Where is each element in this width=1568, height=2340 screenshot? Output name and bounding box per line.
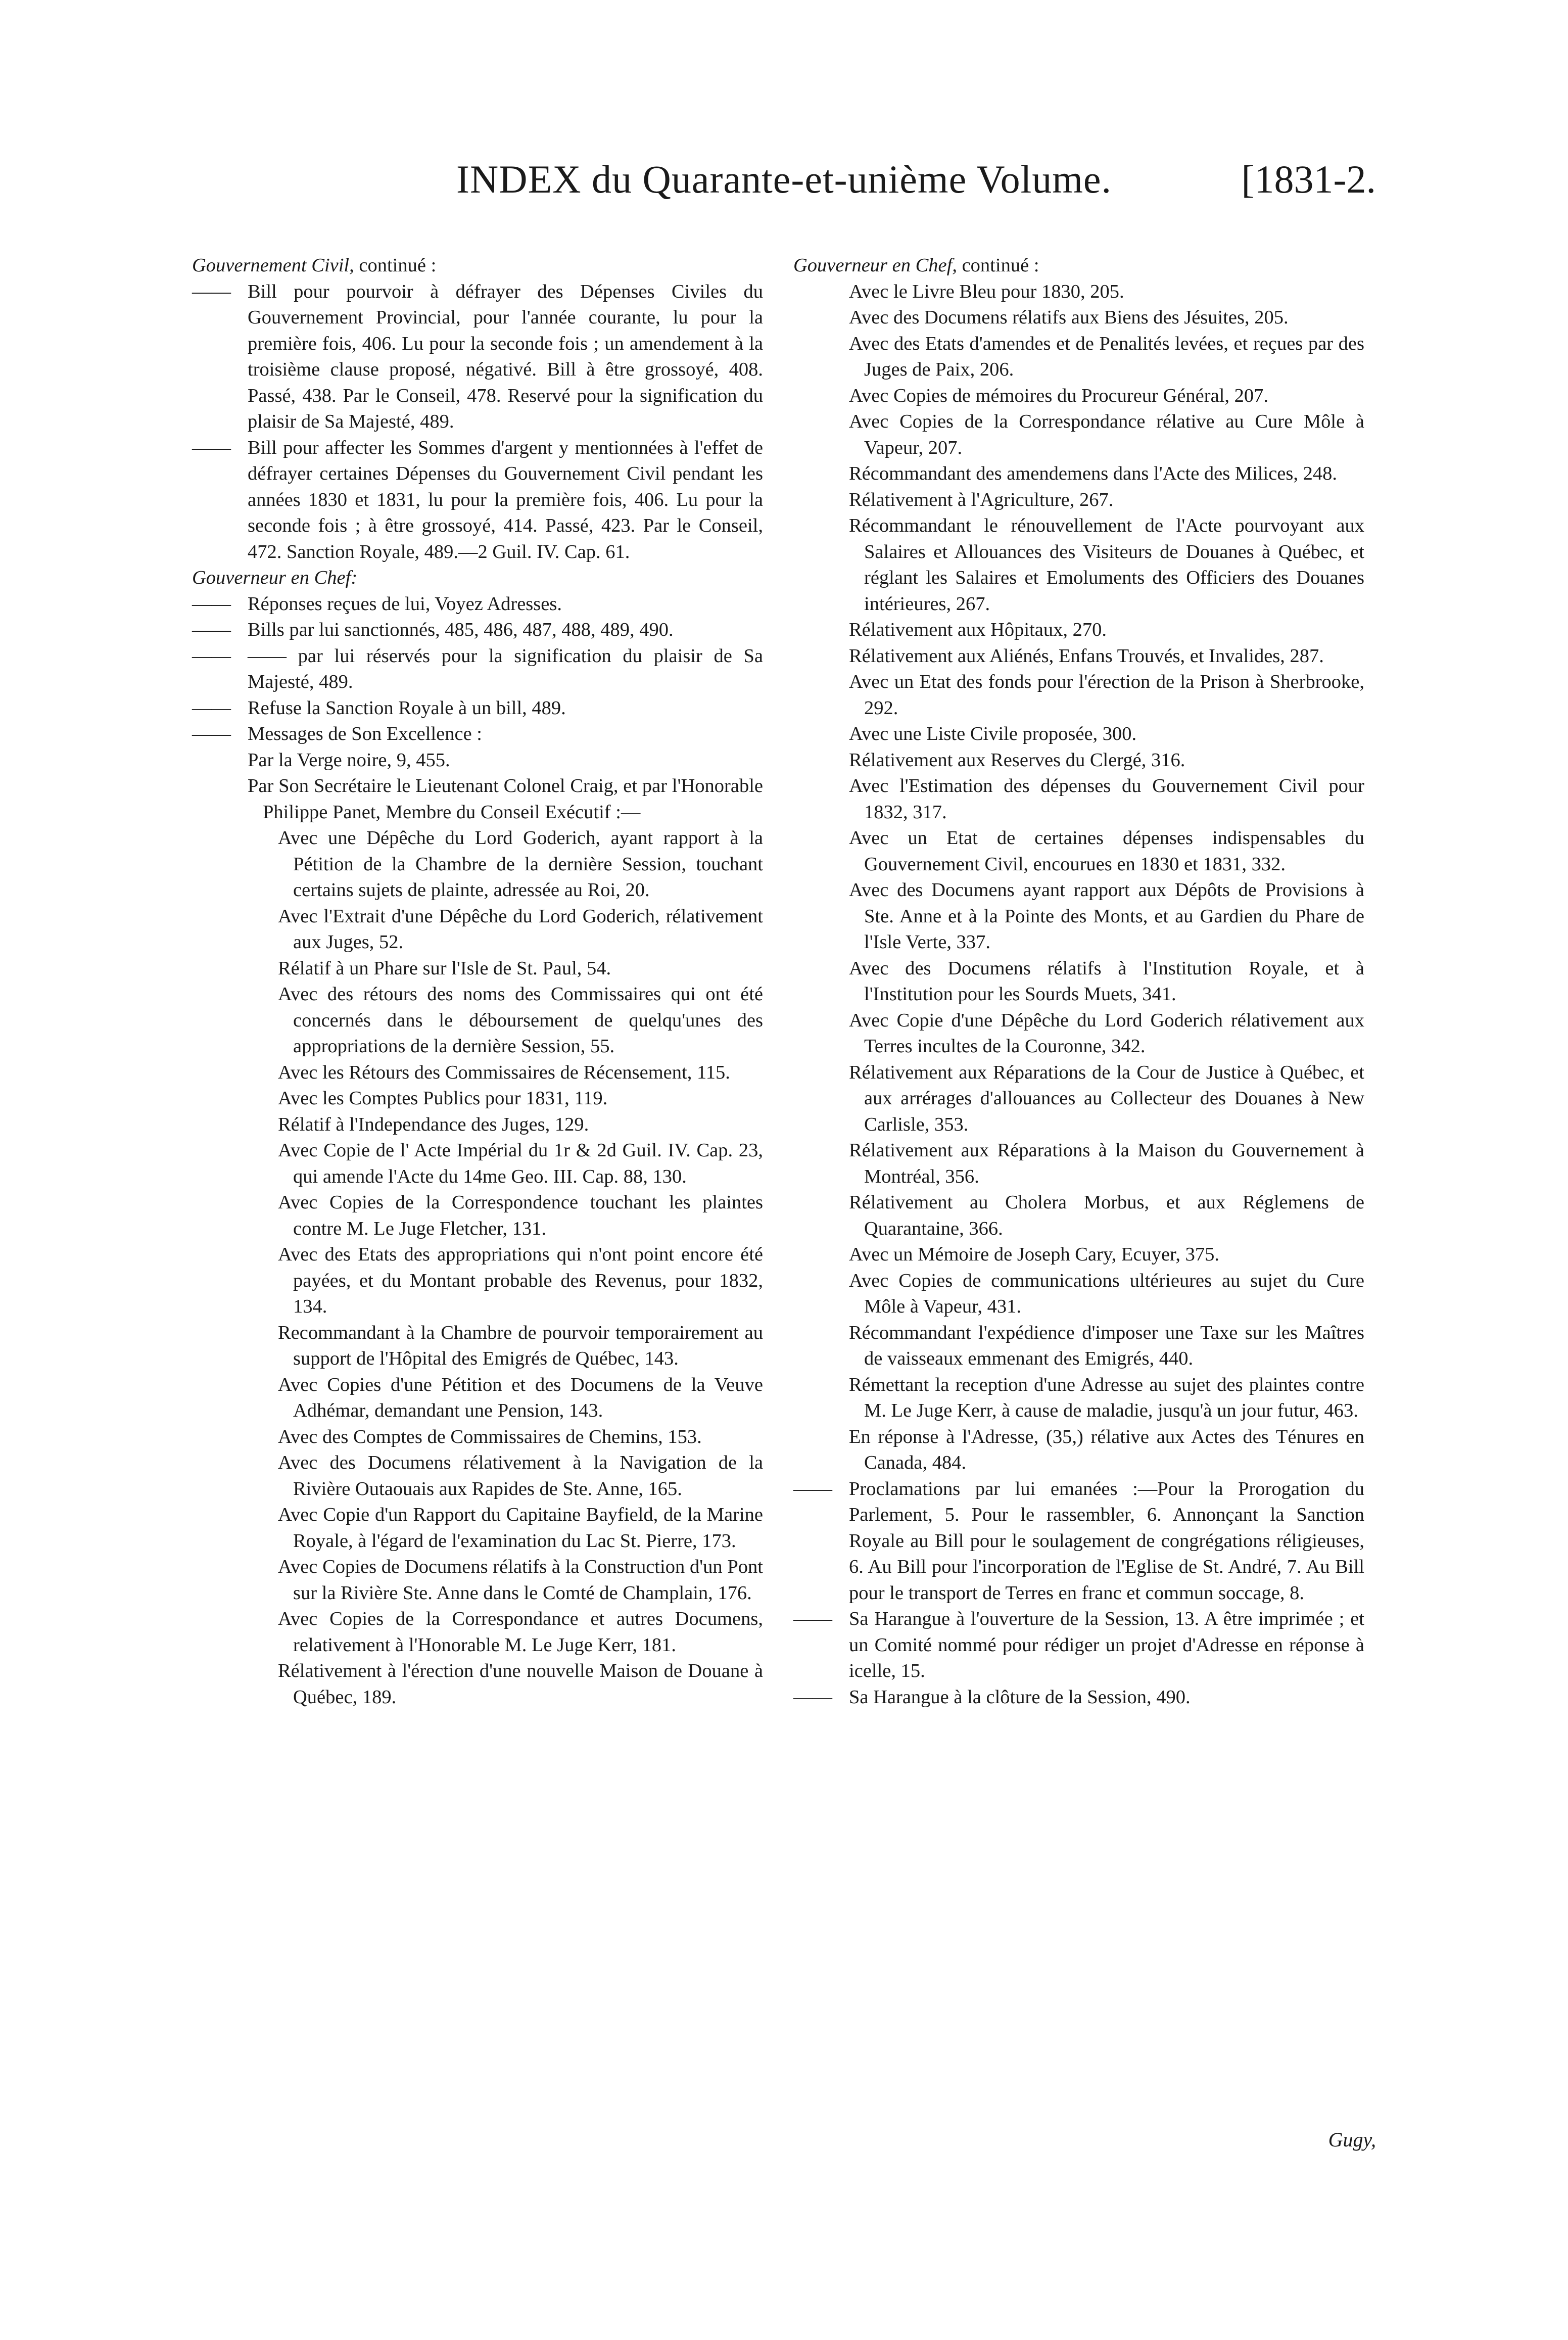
entry-text: Messages de Son Excellence : (248, 723, 482, 744)
left-column (192, 253, 763, 1710)
message-entry: Recommandant à la Chambre de pourvoir temporairement au support de l'Hôpital des Emigrés de Québec, 143. (278, 1322, 763, 1369)
page-title: INDEX du Quarante-et-unième Volume. (456, 157, 1112, 201)
entry-dash: —— (793, 1686, 832, 1708)
index-entry (793, 1606, 1364, 1684)
entry-dash: —— (793, 1478, 832, 1500)
message-entry: Rélatif à l'Independance des Juges, 129. (278, 1113, 589, 1135)
catchword: Gugy, (1328, 2128, 1376, 2151)
message-entry: Rélativement aux Aliénés, Enfans Trouvés, et Invalides, 287. (849, 645, 1324, 667)
heading-label: Gouverneur en Chef, (793, 255, 957, 276)
entry-text: Bill pour affecter les Sommes d'argent y mentionnées à l'effet de défrayer certaines Dépenses du Gouvernement Civil pendant les années 1830 et 1831, lu pour la première fois, 406. Lu pour la seconde fois ; à être grossoyé, 414. Passé, 423. Par le Conseil, 472. Sanction Royale, 489.—2 Guil. IV. Cap. 61. (248, 437, 763, 563)
message-entry: Avec l'Estimation des dépenses du Gouvernement Civil pour 1832, 317. (849, 775, 1364, 823)
message-entry: Avec Copies de la Correspondance rélative au Cure Môle à Vapeur, 207. (849, 411, 1364, 458)
message-entry: Rélativement aux Reserves du Clergé, 316. (849, 749, 1185, 771)
message-entry: Avec les Rétours des Commissaires de Récensement, 115. (278, 1061, 730, 1083)
entry-dash: —— (192, 280, 231, 302)
entry-dash: —— (192, 723, 231, 744)
index-entry (192, 591, 763, 618)
entry-text: Réponses reçues de lui, Voyez Adresses. (248, 593, 562, 615)
section-heading-gouverneur-en-chef (192, 565, 763, 591)
right-column (793, 253, 1364, 1710)
message-entry: Rélativement au Cholera Morbus, et aux Réglemens de Quarantaine, 366. (849, 1192, 1364, 1239)
message-entry: Avec une Liste Civile proposée, 300. (849, 723, 1137, 744)
message-entry: Avec un Mémoire de Joseph Cary, Ecuyer, 375. (849, 1244, 1219, 1265)
message-entry: Rélativement aux Hôpitaux, 270. (849, 619, 1107, 640)
index-entry (192, 617, 763, 643)
entry-dash: —— (192, 697, 231, 719)
message-entry: Avec des Documens rélatifs à l'Institution Royale, et à l'Institution pour les Sourds Muets, 341. (849, 957, 1364, 1005)
entry-text: Sa Harangue à la clôture de la Session, 490. (849, 1686, 1191, 1708)
entry-dash: —— (192, 437, 231, 458)
message-entry: Rélativement aux Réparations à la Maison du Gouvernement à Montréal, 356. (849, 1140, 1364, 1187)
message-entry: Avec Copie d'un Rapport du Capitaine Bayfield, de la Marine Royale, à l'égard de l'examination du Lac St. Pierre, 173. (278, 1504, 763, 1552)
message-entry: Avec une Dépêche du Lord Goderich, ayant rapport à la Pétition de la Chambre de la dernière Session, touchant certains sujets de plainte, adressée au Roi, 20. (278, 827, 763, 901)
message-entry: Avec des rétours des noms des Commissaires qui ont été concernés dans le déboursement de quelqu'unes des appropriations de la dernière Session, 55. (278, 984, 763, 1057)
message-entry: Avec Copies de la Correspondence touchant les plaintes contre M. Le Juge Fletcher, 131. (278, 1192, 763, 1239)
sub-entry: Par Son Secrétaire le Lieutenant Colonel Craig, et par l'Honorable Philippe Panet, Membre du Conseil Exécutif :— (248, 775, 763, 823)
message-entry: En réponse à l'Adresse, (35,) rélative aux Actes des Ténures en Canada, 484. (849, 1426, 1364, 1473)
message-entry: Récommandant l'expédience d'imposer une Taxe sur les Maîtres de vaisseaux emmenant des Emigrés, 440. (849, 1322, 1364, 1369)
message-entry: Rélativement aux Réparations de la Cour de Justice à Québec, et aux arrérages d'allouances au Collecteur des Douanes à New Carlisle, 353. (849, 1061, 1364, 1135)
message-entry: Avec les Comptes Publics pour 1831, 119. (278, 1088, 608, 1109)
message-entry: Avec Copie d'une Dépêche du Lord Goderich rélativement aux Terres incultes de la Couronne, 342. (849, 1009, 1364, 1057)
message-entry: Avec des Documens ayant rapport aux Dépôts de Provisions à Ste. Anne et à la Pointe des Monts, et au Gardien du Phare de l'Isle Verte, 337. (849, 879, 1364, 953)
message-entry: Avec Copies de Documens rélatifs à la Construction d'un Pont sur la Rivière Ste. Anne dans le Comté de Champlain, 176. (278, 1556, 763, 1604)
heading-continued: continué : (359, 255, 437, 276)
message-entry: Rémettant la reception d'une Adresse au sujet des plaintes contre M. Le Juge Kerr, à cause de maladie, jusqu'à un jour futur, 463. (849, 1374, 1364, 1421)
index-entry (793, 1476, 1364, 1607)
section-heading-gouverneur-continued (793, 253, 1364, 279)
message-entry: Avec des Etats d'amendes et de Penalités levées, et reçues par des Juges de Paix, 206. (849, 333, 1364, 380)
entry-dash: —— (192, 619, 231, 640)
message-entry: Avec Copies d'une Pétition et des Documens de la Veuve Adhémar, demandant une Pension, 143. (278, 1374, 763, 1421)
message-entry: Avec un Etat des fonds pour l'érection de la Prison à Sherbrooke, 292. (849, 671, 1364, 719)
entry-text: Proclamations par lui emanées :—Pour la Prorogation du Parlement, 5. Pour le rassembler, 6. Annonçant la Sanction Royale au Bill pour le soulagement de congrégations réligieuses, 6. Au Bill pour l'incorporation de l'Eglise de St. André, 7. Au Bill pour le transport de Terres en franc et commun soccage, 8. (849, 1478, 1364, 1604)
entry-text: Sa Harangue à l'ouverture de la Session, 13. A être imprimée ; et un Comité nommé pour rédiger un projet d'Adresse en réponse à icelle, 15. (849, 1608, 1364, 1681)
message-entry: Avec l'Extrait d'une Dépêche du Lord Goderich, rélativement aux Juges, 52. (278, 905, 763, 953)
message-entry: Avec un Etat de certaines dépenses indispensables du Gouvernement Civil, encourues en 1830 et 1831, 332. (849, 827, 1364, 875)
message-entry: Rélativement à l'Agriculture, 267. (849, 489, 1114, 510)
message-entry: Avec des Etats des appropriations qui n'ont point encore été payées, et du Montant probable des Revenus, pour 1832, 134. (278, 1244, 763, 1317)
entry-dash: —— (192, 593, 231, 615)
index-entry (192, 435, 763, 566)
index-entry (192, 279, 763, 435)
index-entry (793, 1684, 1364, 1711)
index-entry (192, 721, 763, 747)
entry-text: Bills par lui sanctionnés, 485, 486, 487, 488, 489, 490. (248, 619, 674, 640)
message-entry: Avec des Comptes de Commissaires de Chemins, 153. (278, 1426, 702, 1447)
message-entry: Récommandant des amendemens dans l'Acte des Milices, 248. (849, 463, 1337, 484)
message-entry: Rélatif à un Phare sur l'Isle de St. Paul, 54. (278, 957, 611, 979)
message-entry: Avec des Documens rélatifs aux Biens des Jésuites, 205. (849, 307, 1289, 328)
message-entry: Avec Copies de communications ultérieures au sujet du Cure Môle à Vapeur, 431. (849, 1270, 1364, 1317)
page-header (0, 157, 1568, 212)
entry-text: Bill pour pourvoir à défrayer des Dépenses Civiles du Gouvernement Provincial, pour l'année courante, lu pour la première fois, 406. Lu pour la seconde fois ; un amendement à la troisième clause proposé, négativé. Bill à être grossoyé, 408. Passé, 438. Par le Conseil, 478. Reservé pour la signification du plaisir de Sa Majesté, 489. (248, 280, 763, 432)
message-entry: Avec Copies de la Correspondance et autres Documens, relativement à l'Honorable M. Le Juge Kerr, 181. (278, 1608, 763, 1656)
sub-entry: Par la Verge noire, 9, 455. (248, 749, 450, 771)
entry-dash: —— (192, 645, 231, 667)
section-heading-gouvernement-civil (192, 253, 763, 279)
index-entry (192, 643, 763, 695)
heading-continued: continué : (962, 255, 1039, 276)
message-entry: Avec Copie de l' Acte Impérial du 1r & 2d Guil. IV. Cap. 23, qui amende l'Acte du 14me Geo. III. Cap. 88, 130. (278, 1140, 763, 1187)
heading-label: Gouvernement Civil, (192, 255, 354, 276)
entry-text: —— par lui réservés pour la signification du plaisir de Sa Majesté, 489. (248, 645, 763, 692)
message-entry: Avec le Livre Bleu pour 1830, 205. (849, 280, 1124, 302)
message-entry: Récommandant le rénouvellement de l'Acte pourvoyant aux Salaires et Allouances des Visiteurs de Douanes à Québec, et réglant les Salaires et Emoluments des Officiers des Douanes intérieures, 267. (849, 515, 1364, 615)
page-reference: [1831-2. (1241, 157, 1376, 201)
index-entry (192, 695, 763, 722)
entry-text: Refuse la Sanction Royale à un bill, 489. (248, 697, 566, 719)
entry-dash: —— (793, 1608, 832, 1629)
message-entry: Rélativement à l'érection d'une nouvelle Maison de Douane à Québec, 189. (278, 1660, 763, 1708)
message-entry: Avec Copies de mémoires du Procureur Général, 207. (849, 385, 1268, 406)
message-entry: Avec des Documens rélativement à la Navigation de la Rivière Outaouais aux Rapides de Ste. Anne, 165. (278, 1452, 763, 1500)
heading-label: Gouverneur en Chef: (192, 567, 358, 588)
